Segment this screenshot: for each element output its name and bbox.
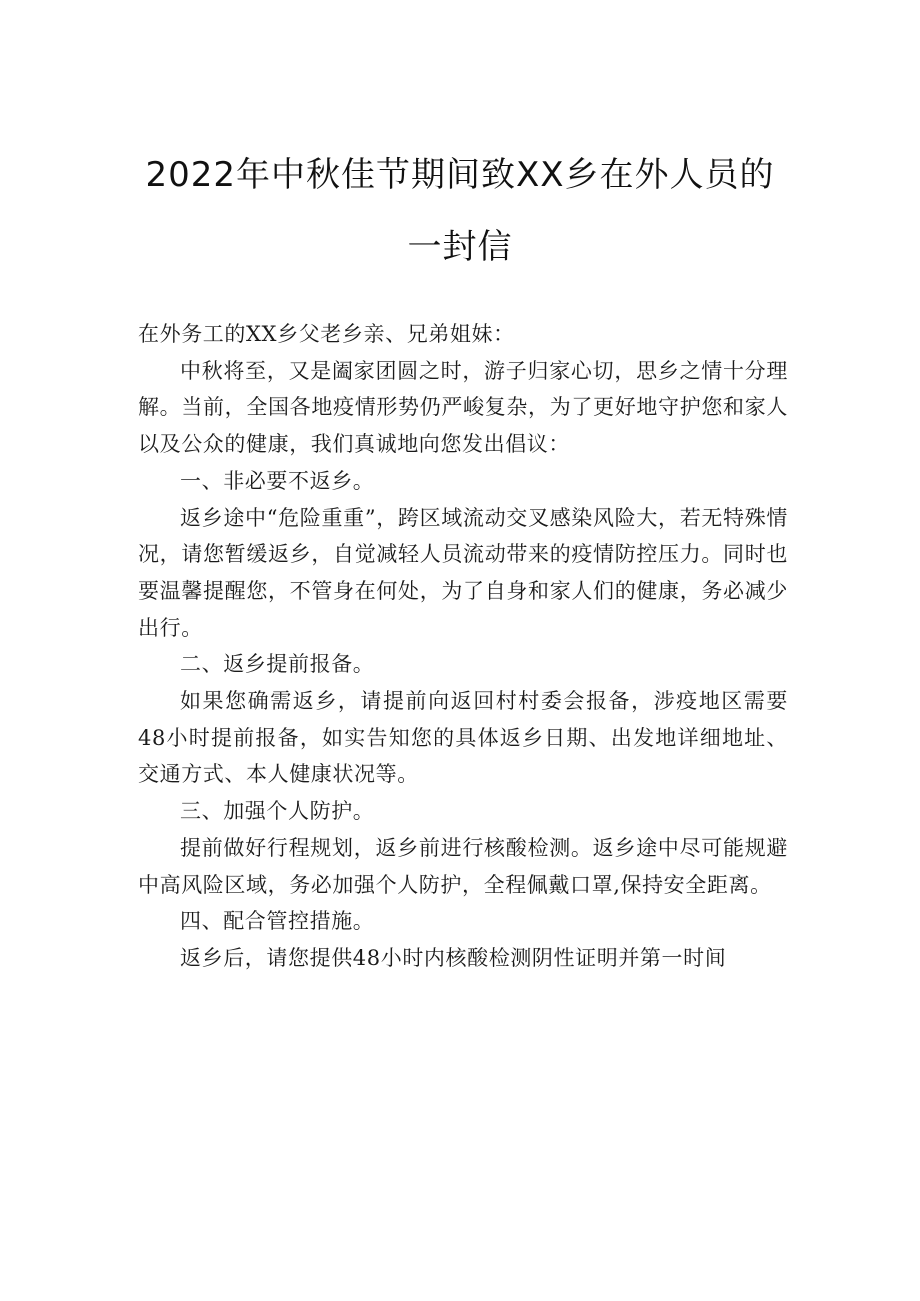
section-heading-1: 一、非必要不返乡。: [180, 468, 375, 493]
letter-body: [138, 316, 788, 977]
paragraph-section-2: 如果您确需返乡，请提前向返回村村委会报备，涉疫地区需要48小时提前报备，如实告知您的具体返乡日期、出发地详细地址、交通方式、本人健康状况等。: [138, 689, 788, 787]
section-heading-2: 二、返乡提前报备。: [180, 652, 375, 677]
salutation: 在外务工的XX乡父老乡亲、兄弟姐妹：: [138, 322, 515, 346]
document-title-line-2: 一封信: [407, 227, 513, 267]
paragraph-intro: 中秋将至，又是阖家团圆之时，游子归家心切，思乡之情十分理解。当前，全国各地疫情形势仍严峻复杂，为了更好地守护您和家人以及公众的健康，我们真诚地向您发出倡议：: [138, 358, 788, 457]
document-title-line-1: 2022年中秋佳节期间致XX乡在外人员的: [145, 155, 775, 195]
paragraph-section-3: 提前做好行程规划，返乡前进行核酸检测。返乡途中尽可能规避中高风险区域，务必加强个人防护，全程佩戴口罩,保持安全距离。: [138, 835, 788, 897]
section-heading-3: 三、加强个人防护。: [180, 799, 375, 824]
paragraph-section-1: 返乡途中“危险重重”，跨区域流动交叉感染风险大，若无特殊情况，请您暂缓返乡，自觉减轻人员流动带来的疫情防控压力。同时也要温馨提醒您，不管身在何处，为了自身和家人们的健康，务必减少出行。: [138, 505, 788, 640]
section-heading-4: 四、配合管控措施。: [180, 909, 375, 934]
paragraph-section-4: 返乡后，请您提供48小时内核酸检测阴性证明并第一时间: [180, 945, 727, 970]
